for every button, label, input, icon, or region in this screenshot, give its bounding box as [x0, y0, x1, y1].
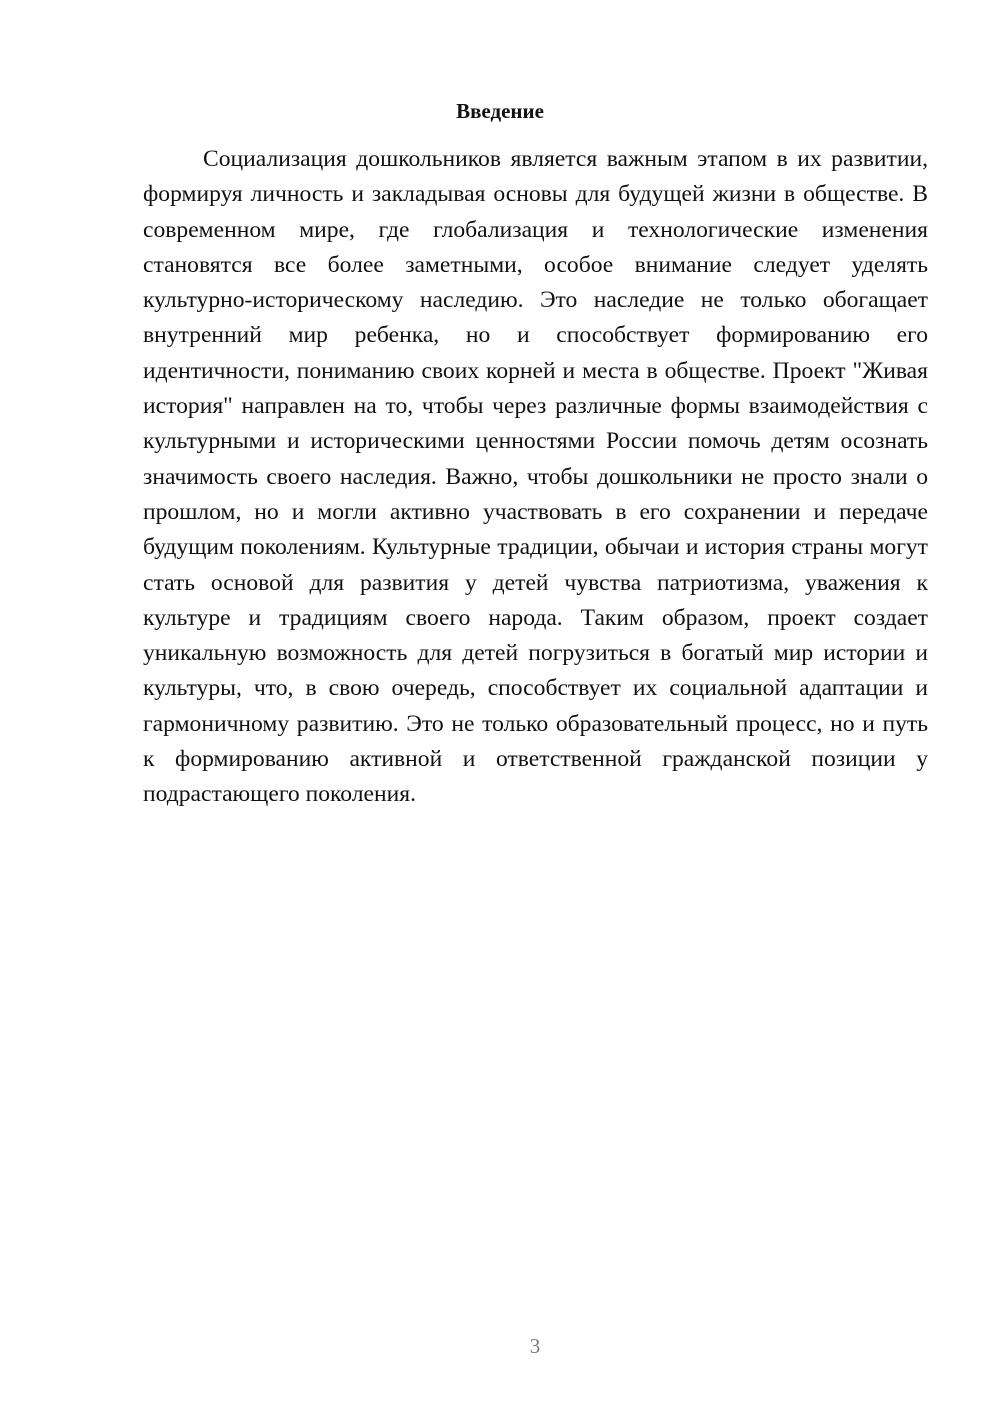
section-heading: Введение	[456, 99, 544, 123]
page-number: 3	[529, 1334, 541, 1358]
body-paragraph: Социализация дошкольников является важным этапом в их развитии, формируя личность и закладывая основы для будущей жизни в обществе. В современном мире, где глобализация и технологические изменения становятся все более заметными, особое внимание следует уделять культурно-историческому наследию. Это наследие не только обогащает внутренний мир ребенка, но и способствует формированию его идентичности, пониманию своих корней и места в обществе. Проект "Живая история" направлен на то, чтобы через различные формы взаимодействия с культурными и историческими ценностями России помочь детям осознать значимость своего наследия. Важно, чтобы дошкольники не просто знали о прошлом, но и могли активно участвовать в его сохранении и передаче будущим поколениям. Культурные традиции, обычаи и история страны могут стать основой для развития у детей чувства патриотизма, уважения к культуре и традициям своего народа. Таким образом, проект создает уникальную возможность для детей погрузиться в богатый мир истории и культуры, что, в свою очередь, способствует их социальной адаптации и гармоничному развитию. Это не только образовательный процесс, но и путь к формированию активной и ответственной гражданской позиции у подрастающего поколения.	[143, 146, 928, 808]
